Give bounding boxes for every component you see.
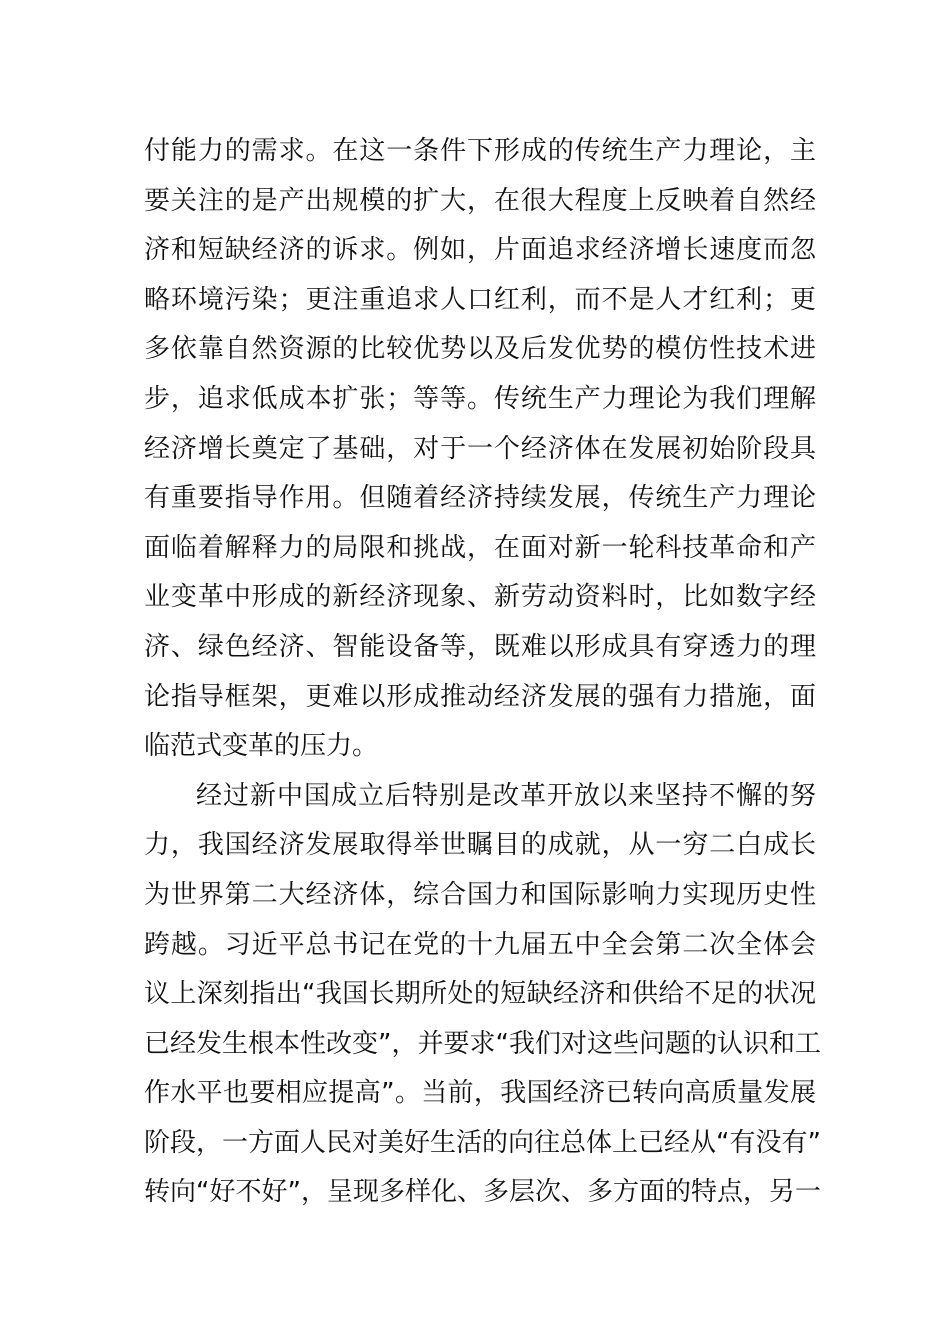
paragraph-2	[144, 772, 821, 1218]
text-line: 力，我国经济发展取得举世瞩目的成就，从一穷二白成长	[144, 830, 816, 861]
text-line: 要关注的是产出规模的扩大，在很大程度上反映着自然经	[144, 185, 816, 216]
text-line: 步，追求低成本扩张；等等。传统生产力理论为我们理解	[144, 383, 816, 414]
text-line: 多依靠自然资源的比较优势以及后发优势的模仿性技术进	[144, 334, 816, 365]
text-line: 为世界第二大经济体，综合国力和国际影响力实现历史性	[144, 879, 816, 910]
text-line: 转向“好不好”，呈现多样化、多层次、多方面的特点，另一	[144, 1177, 821, 1208]
text-line: 论指导框架，更难以形成推动经济发展的强有力措施，面	[144, 681, 816, 712]
body-text	[144, 127, 821, 1218]
text-line: 济和短缺经济的诉求。例如，片面追求经济增长速度而忽	[144, 235, 816, 266]
paragraph-1	[144, 127, 816, 772]
text-line: 业变革中形成的新经济现象、新劳动资料时，比如数字经	[144, 582, 816, 613]
text-line: 经济增长奠定了基础，对于一个经济体在发展初始阶段具	[144, 433, 816, 464]
text-line: 济、绿色经济、智能设备等，既难以形成具有穿透力的理	[144, 631, 816, 662]
text-line: 阶段，一方面人民对美好生活的向往总体上已经从“有没有”	[144, 1127, 821, 1158]
text-line: 作水平也要相应提高”。当前，我国经济已转向高质量发展	[144, 1078, 816, 1109]
text-line: 略环境污染；更注重追求人口红利，而不是人才红利；更	[144, 284, 816, 315]
text-line: 经过新中国成立后特别是改革开放以来坚持不懈的努	[196, 780, 816, 811]
text-line: 已经发生根本性改变”，并要求“我们对这些问题的认识和工	[144, 1028, 821, 1059]
text-line: 临范式变革的压力。	[144, 731, 379, 762]
text-line: 议上深刻指出“我国长期所处的短缺经济和供给不足的状况	[144, 979, 816, 1010]
text-line: 跨越。习近平总书记在党的十九届五中全会第二次全体会	[144, 929, 816, 960]
text-line: 付能力的需求。在这一条件下形成的传统生产力理论，主	[144, 136, 816, 166]
text-line: 面临着解释力的局限和挑战，在面对新一轮科技革命和产	[144, 532, 816, 563]
text-line: 有重要指导作用。但随着经济持续发展，传统生产力理论	[144, 483, 816, 514]
